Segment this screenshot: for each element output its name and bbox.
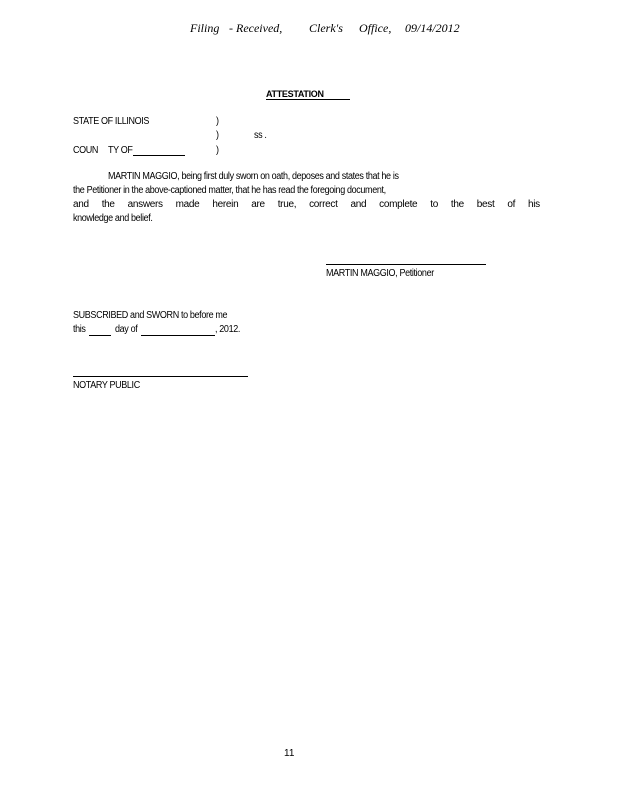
body-word: of [507,199,516,210]
venue-county-suffix: TY OF [108,145,133,156]
month-blank [141,335,215,336]
notary-label: NOTARY PUBLIC [73,380,140,391]
body-word: to [430,199,438,210]
day-blank [89,335,111,336]
venue-ss: ss . [254,130,267,141]
stamp-clerks: Clerk's [309,21,343,35]
body-line-3 [73,199,540,210]
body-word: his [528,199,540,210]
title-underline [266,99,350,100]
stamp-filing: Filing [190,21,220,35]
jurat-year: , 2012. [215,324,241,335]
body-word: best [476,199,495,210]
jurat-this: this [73,324,86,335]
venue-paren-1: ) [216,116,219,127]
venue-county-prefix: COUN [73,145,99,156]
body-word: and [350,199,367,210]
signature-line [326,264,486,265]
signature-name: MARTIN MAGGIO, Petitioner [326,268,434,279]
document-title: ATTESTATION [266,89,324,99]
body-word: are [251,199,265,210]
stamp-received: - Received, [229,21,283,35]
body-word: the [101,199,115,210]
body-line-4: knowledge and belief. [73,213,153,224]
stamp-office: Office, [359,21,392,35]
body-word: made [175,199,200,210]
body-word: true, [277,199,297,210]
body-word: correct [309,199,338,210]
venue-paren-3: ) [216,145,219,156]
venue-state: STATE OF ILLINOIS [73,116,150,127]
body-word: complete [379,199,418,210]
page-number: 11 [284,748,295,759]
venue-paren-2: ) [216,130,219,141]
body-line-2: the Petitioner in the above-captioned matter, that he has read the foregoing document, [73,185,386,196]
body-word: answers [127,199,163,210]
body-word: the [450,199,464,210]
jurat-line-1: SUBSCRIBED and SWORN to before me [73,310,228,321]
body-line-1: MARTIN MAGGIO, being first duly sworn on oath, deposes and states that he is [108,171,399,182]
county-blank [133,155,185,156]
notary-signature-line [73,376,248,377]
jurat-day-of: day of [115,324,138,335]
body-word: herein [212,199,239,210]
stamp-date: 09/14/2012 [405,21,460,35]
body-word: and [73,199,89,210]
